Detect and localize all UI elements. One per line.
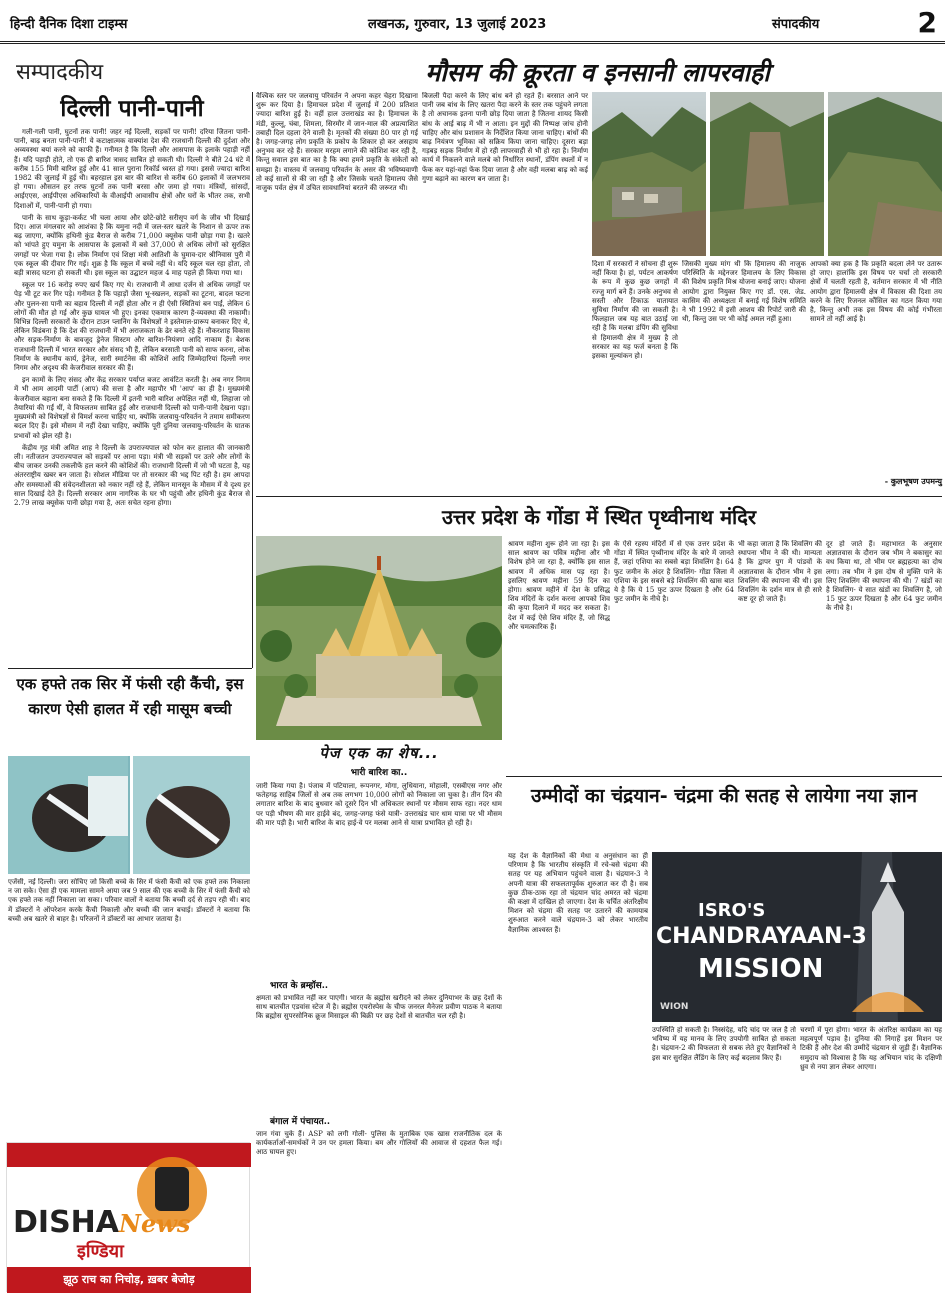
main-article-column-4: जिसकी मुख्य मांग थी कि हिमालय की नाजुक परिस्थिति के मद्देनजर हिमालय के लिए विकास की विशेष प्रकृति मिश्र योजना बनाई जाए। योजना आयोग द्वारा नियुक्त किए गए डॉ. एस. जेड. कासिम की अध्यक्षता में बनाई गई विशेष समिति ने भी 1992 में इसी आशय की रिपोर्ट जारी की थी, किन्तु उस पर भी कोई अमल नहीं हुआ। <box>682 260 806 324</box>
brand-name-disha: DISHA <box>13 1205 119 1240</box>
section-divider <box>506 776 942 777</box>
editorial-paragraph: केंद्रीय गृह मंत्री अमित शाह ने दिल्ली के उपराज्यपाल को फोन कर हालात की जानकारी ली। नतीजतन उपराज्यपाल को सड़कों पर आना पड़ा। मंत्री भी सड़कों पर उतरे और लोगों के बीच जाकर उनकी तकलीफें हल करने की कोशिशें की। राजधानी दिल्ली में जो भी घटता है, यह अंतरराष्ट्रीय खबर बन जाता है। सोशल मीडिया पर तो सरकार की भद्द पिट रही है। हम आपदा और समस्याओं की संवेदनशीलता को नकार नहीं रहे हैं, लेकिन मानसून के मौसम में ये दृश्य हर साल दिखाई देते हैं। दिल्ली सरकार आम नागरिक के घर भी पहुंची और हथिनी कुंड बैराज से 2.79 लाख क्यूसेक पानी छोड़ा गया है, अतः सचेत रहना होगा। <box>14 443 250 507</box>
temple-column-4: दूर हो जाते हैं। महाभारत के अनुसार अज्ञातवास के दौरान जब भीम ने बकासुर का वध किया था, तो भीम पर ब्रह्महत्या का दोष लगा। तब भीम ने इस दोष से मुक्ति पाने के लिए शिवलिंग की स्थापना की थी। 7 खंडों का है शिवलिंग- ये सात खंडों का शिवलिंग है, जो 15 फुट ऊपर दिखता है और 64 फुट जमीन के नीचे है। <box>826 540 942 613</box>
byline: - कुलभूषण उपमन्यु <box>884 476 942 486</box>
landslide-photo <box>828 92 942 256</box>
brand-advert <box>6 1142 250 1292</box>
brand-name-india: इण्डिया <box>77 1241 124 1262</box>
editorial-paragraph: स्कूल पर 16 करोड़ रुपए खर्च किए गए थे। राजधानी में आधा दर्जन से अधिक जगहों पर पेड़ भी टूट कर गिर पड़े। गनीमत है कि पहाड़ों जैसा भू-स्खलन, सड़कों का टूटना, बादल फटना और पुलन-सा पानी का बहाव दिल्ली में नहीं होता और न ही ऐसी स्थितियां बन पाईं, लेकिन 6 लोगों की मौत हो गई और कुछ घायल भी हुए। इनका एकमात्र कारण है-व्यवस्था की नाकामी। विभिन्न दिल्ली सरकारों के दौरान टाउन प्लानिंग के विशेषज्ञों ने इस्तेमाल-प्रारूप बनाकर दिए थे, लेकिन विडंबना है कि देश की राजधानी में भी अराजकता के ढेर बनते रहे हैं। नौकरशाह विकास और सड़क-निर्माण के बावजूद ड्रेनेज सिस्टम और बारिश-नियंत्रण आदि नाकाम हैं। बेशक राजधानी दिल्ली में भारत सरकार और संसद भी हैं, लेकिन बरसाती पानी को साफ करना, लोक निर्माण के स्थानीय कार्य, ड्रेनेज, सारी स्मार्टनेस की कोशिशें आदि जिम्मेदारियां दिल्ली नगर निगम और अदृश्य की केजरीवाल सरकार की हैं। <box>14 281 250 373</box>
editorial-body <box>14 128 250 662</box>
page-number: 2 <box>917 6 937 39</box>
temple-column-1: श्रावण महीना शुरू होने जा रहा है। इस साल श्रावण का पवित्र महीना और भी विशेष होने जा रहा है, क्योंकि इस साल श्रावण में अधिक मास पड़ रहा है। इसलिए श्रावण महीना 59 दिन का होगा। श्रावण महीने में देश के प्रसिद्ध शिव मंदिरों के दर्शन करना आपको शिव की कृपा दिलाने में मदद कर सकता है। देश में कई ऐसे शिव मंदिर हैं, जो सिद्ध और चमत्कारिक हैं। <box>508 540 610 631</box>
moon-column-2: उपस्थिति हो सकती है। निस्संदेह, यदि चांद पर जल है तो भविष्य में यह मानव के लिए उपयोगी साबित हो सकता है। चंद्रयान-2 की विफलता से सबक लेते हुए वैज्ञानिकों ने इस बार सुरक्षित लैंडिंग के लिए कई बदलाव किए हैं। <box>652 1026 796 1062</box>
continued-subheading: भारी बारिश का.. <box>350 768 408 778</box>
continued-subheading-brahmos: भारत के ब्रम्हॉस.. <box>270 981 328 991</box>
continued-subheading-bengal: बंगाल में पंचायत.. <box>270 1117 331 1127</box>
section-divider <box>8 668 252 669</box>
temple-headline: उत्तर प्रदेश के गोंडा में स्थित पृथ्वीनाथ मंदिर <box>441 505 757 529</box>
moon-column-1: यह देश के वैज्ञानिकों की मेधा व अनुसंधान का ही परिणाम है कि भारतीय संस्कृति में रचे-बसे चंद्रमा की सतह पर यह अभियान पहुंचने वाला है। चंद्रयान-3 ने अपनी यात्रा की सफलतापूर्वक शुरुआत कर दी है। सब कुछ ठीक-ठाक रहा तो चंद्रयान चांद अमरत को चंद्रमा की कक्षा में दाखिल हो जाएगा। देश के चर्चित अंतरिक्षीय मिशन को चंद्रमा की सतह पर उतारने की कामयाब शुरुआत करने वाले चंद्रयान-3 को लेकर भारतीय वैज्ञानिक आश्वस्त हैं। <box>508 852 648 934</box>
temple-column-3: भी कहा जाता है कि शिवलिंग की स्थापना भीम ने की थी। मान्यता है कि द्वापर युग में पांडवों के अज्ञातवास के दौरान भीम ने इस शिवलिंग की स्थापना की थी। इस शिवलिंग के दर्शन मात्र से ही सारे कष्ट दूर हो जाते हैं। <box>738 540 822 604</box>
main-article-column-3: दिशा में सरकारों ने सोचना ही शुरू नहीं किया है। हां, पर्यटन आकर्षण के रूप में कुछ कुछ जगहों में रज्जु मार्ग बने हैं। उनके अनुभव से सस्ती और टिकाऊ यातायात सुविधा निर्माण की जा सकती है। फिलहाल जब यह बात उठाई जा रही है कि मलबा डंपिंग की सुविधा से हिमालयी क्षेत्र में मुख्य है तो सरकार का यह फर्ज बनता है कि इसका मूल्यांकन हो। <box>592 260 678 361</box>
brand-top-band <box>7 1143 251 1167</box>
section-label: संपादकीय <box>772 17 820 32</box>
moon-headline: उम्मीदों का चंद्रयान- चंद्रमा की सतह से लायेगा नया ज्ञान <box>530 785 918 807</box>
paper-name: हिन्दी दैनिक दिशा टाइम्स <box>10 17 128 32</box>
editorial-paragraph: पानी के साथ कूड़ा-कर्कट भी चला आया और छोटे-छोटे सरीसृप वर्ग के जीव भी दिखाई दिए। आज मंगलवार को आशंका है कि यमुना नदी में जल-स्तर खतरे के निशान से ऊपर तक बढ़ जाएगा, क्योंकि हथिनी कुंड बैराज से करीब 71,000 क्यूसेक पानी छोड़ा गया है। खतरे को भांपते हुए यमुना के आसपास के इलाकों में बसे 37,000 से अधिक लोगों को सुरक्षित जगहों पर भेजा गया है। लोक निर्माण एवं शिक्षा मंत्री आतिशी के घुमाव-दार श्रीनिवास पुरी में एक स्कूल की दीवार गिर गई। शुक्र है कि स्कूल में बच्चे नहीं थे। यदि स्कूल चल रहा होता, तो बड़ी त्रासद घटना हो सकती थी। इस स्कूल का उद्घाटन महज 4 माह पहले ही किया गया था। <box>14 213 250 278</box>
editorial-headline: दिल्ली पानी-पानी <box>60 96 204 122</box>
brand-name-news: News <box>119 1209 191 1238</box>
chandrayaan-poster <box>652 852 942 1022</box>
moon-column-3: चरणों में पूरा होगा। भारत के अंतरिक्ष कार्यक्रम का यह महत्वपूर्ण पड़ाव है। दुनिया की निगाहें इस मिशन पर टिकी हैं और देश की उम्मीदें चंद्रयान से जुड़ी हैं। वैज्ञानिक समुदाय को विश्वास है कि यह अभियान चांद के दक्षिणी ध्रुव से नया ज्ञान लेकर आएगा। <box>800 1026 942 1071</box>
page-one-continued-heading: पेज एक का शेष... <box>319 744 439 762</box>
main-article-column-1: वैश्विक स्तर पर जलवायु परिवर्तन ने अपना कहर चेहरा दिखाना शुरू कर दिया है। हिमाचल प्रदेश में जुलाई में 200 प्रतिशत ज्यादा बारिश हुई है। वहीं हाल उत्तराखंड का है। हिमाचल के मंडी, कुल्लू, चंबा, शिमला, सिरमौर में जान-माल की अप्रत्याशित तबाही दिल दहला देने वाली है। मृतकों की संख्या 80 पार हो गई है। जगह-जगह लोग प्रकृति के प्रकोप के शिकार हो कर असहाय अनुभव कर रहे हैं। सरकार मरहम लगाने की कोशिश कर रही है, किन्तु सवाल इस बात का है कि क्या हमने प्रकृति के संकेतों को समझा है। वास्तव में जलवायु परिवर्तन के असर की भविष्यवाणी तो कई सालों से की जा रही है और जिसके चलते हिमालय जैसे नाजुक पर्वत क्षेत्र में उचित सावधानियां बरतने की जरूरत थी। <box>256 92 418 193</box>
brand-tagline: झूठ राच का निचोड़, ख़बर बेजोड़ <box>7 1267 251 1293</box>
microphone-icon <box>155 1167 189 1211</box>
temple-photo <box>256 536 502 740</box>
landslide-photo <box>592 92 706 256</box>
section-divider <box>256 496 942 497</box>
continued-body-brahmos: क्षमता को प्रभावित नहीं कर पाएगी। भारत के ब्रह्मोस खरीदने को लेकर दुनियाभर के छह देशों के साथ बातचीत एडवांस स्टेज में है। ब्रह्मोस एयरोस्पेस के चीफ जनरल मैनेजर प्रवीण पाठक ने बताया कि ब्रह्मोस सुपरसोनिक क्रूज मिसाइल की बिक्री पर छह देशों से बातचीत चल रही है। <box>256 994 502 1021</box>
child-story-body: एजेंसी, नई दिल्ली। जरा सोचिए जो किसी बच्चे के सिर में फंसी कैंची को एक हफ्ते तक निकाला न जा सके। ऐसा ही एक मामला सामने आया जब 9 साल की एक बच्ची के सिर में फंसी कैंची को एक हफ्ते तक नहीं निकाला जा सका। परिवार वालों ने बताया कि बच्ची दर्द से तड़प रही थी। बाद में डॉक्टरों ने ऑपरेशन करके कैंची निकाली और बच्ची की जान बचाई। डॉक्टरों ने बताया कि बच्ची अब खतरे से बाहर है। परिजनों ने डॉक्टरों का आभार जताया है। <box>8 878 250 923</box>
poster-badge: WION <box>660 1002 689 1012</box>
main-headline: मौसम की क्रूरता व इनसानी लापरवाही <box>425 58 770 87</box>
dateline: लखनऊ, गुरुवार, 13 जुलाई 2023 <box>368 17 547 32</box>
poster-title-line2: CHANDRAYAAN-3 <box>656 924 867 949</box>
poster-title-line1: ISRO'S <box>698 900 766 921</box>
masthead <box>0 0 945 44</box>
editorial-paragraph: इन कामों के लिए संसद और केंद्र सरकार पर्याप्त बजट आवंटित करती है। अब नगर निगम में भी आम आदमी पार्टी (आप) की सत्ता है और महापौर भी 'आप' का ही है। मुख्यमंत्री केजरीवाल बहाना बना सकते हैं कि दिल्ली में इतनी भारी बारिश अपेक्षित नहीं थी, लिहाजा जो तैयारियां की गईं थीं, वे विफलतम साबित हुईं और राजधानी दिल्ली को पानी-पानी देखना पड़ा। मुख्यमंत्री को विशेषज्ञों से विमर्श करना चाहिए था, क्योंकि जलवायु-परिवर्तन ने तमाम समीकरण बदल दिए हैं। इसे मौसम में नहीं देखा चाहिए, क्योंकि पूरी दुनिया जलवायु-परिवर्तन के घातक प्रभावों को झेल रही है। <box>14 376 250 440</box>
child-story-headline: एक हफ्ते तक सिर में फंसी रही कैंची, इस कारण ऐसी हालत में रही मासूम बच्ची <box>16 675 244 718</box>
temple-column-2: के ऐसे रहस्य मंदिरों में से एक उत्तर प्रदेश के गोंडा में स्थित पृथ्वीनाथ मंदिर के बारे में जानते हैं, जहां एशिया का सबसे बड़ा शिवलिंग है। 64 फुट जमीन के अंदर है शिवलिंग- गोंडा जिला में एशिया के इस सबसे बड़े शिवलिंग की खास बात ये है कि ये 15 फुट ऊपर दिखता है और 64 फुट जमीन के नीचे है। <box>614 540 734 604</box>
continued-body-bengal: जान गंवा चुके हैं। ASP को लगी गोली- पुलिस के मुताबिक एक खास राजनीतिक दल के कार्यकर्ताओं-समर्थकों ने उन पर हमला किया। बम और गोलियों की आवाज से दहशत फैल गई। आठ घायल हुए। <box>256 1130 502 1157</box>
poster-title-line3: MISSION <box>698 954 824 984</box>
main-article-column-2: बिजली पैदा करने के लिए बांध बने हो रहते हैं। बरसात आने पर पानी जब बांध के लिए खतरा पैदा करने के स्तर तक पहुंचने लगता है तो अचानक इतना पानी छोड़ दिया जाता है जितना शायद किसी बांध के आई बाढ़ में भी न आता। इन मुद्दों की निष्पक्ष जांच होनी चाहिए और बांध प्रशासन के निर्देशित किया जाना चाहिए। बांधों की बाढ़ नियंत्रण भूमिका को सक्रिय किया जाना चाहिए। दूसरा बड़ा गड़बड़ सड़क निर्माण में हो रही लापरवाही से भी हो रहा है। निर्माण कार्य में निकलने वाले मलबे को निर्धारित स्थानों, डंपिंग स्थलों में न फेंक कर यहां-वहां फेंक दिया जाता है और वही मलबा बाढ़ को कई गुणा बढ़ाने का कारण बन जाता है। <box>422 92 588 183</box>
child-story-photo <box>8 756 250 874</box>
landslide-photo-strip <box>592 92 942 256</box>
main-article-column-5: आपको क्या हक है कि प्रकृति बदला लेने पर उतारू हो जाए। हालांकि इस विषय पर चर्चा तो सरकारी क्षेत्रों में चलती रहती है, वर्तमान सरकार में भी नीति आयोग द्वारा हिमालयी क्षेत्र में विकास की दिशा तय करने के लिए रिजनल कौंसिल का गठन किया गया है, किन्तु अभी तक इस विषय की कोई गंभीरता सामने तो नहीं आई है। <box>810 260 942 324</box>
editorial-section-title: सम्पादकीय <box>16 60 104 85</box>
landslide-photo <box>710 92 824 256</box>
column-divider <box>252 92 253 668</box>
continued-body: जारी किया गया है। पंजाब में पटियाला, रूपनगर, मोगा, लुधियाना, मोहाली, एसबीएस नगर और फतेहगढ़ साहिब जिलों से अब तक लगभग 10,000 लोगों को निकाला जा चुका है। तीन दिन की लगातार बारिश के बाद बुधवार को दूसरे दिन भी अधिकतर स्थानों पर मौसम साफ रहा। नदर धाम पर पड़ी भीषण की मार हाईवे बंद, जगह-जगह फंसे यात्री- उत्तराखंड चार धाम यात्रा पर भी मौसम की मार पड़ी है। भारी बारिश के बाद हाई-वे पर मलबा आने से यात्रा प्रभावित हो रही है। <box>256 782 502 827</box>
editorial-paragraph: गली-गली पानी, घुटनों तक पानी! जहर नई दिल्ली, सड़कों पर पानी! दरिया जितना पानी-पानी, बाढ़ बनता पानी-पानी! ये कटाक्षात्मक वाक्यांश देश की राजधानी दिल्ली की दुर्दशा और अव्यवस्था बयां करने को काफी हैं। गनीमत है कि दिल्ली और आसपास के इलाके पहाड़ी नहीं हैं। यदि पहाड़ी होते, तो एक ही बारिश त्रासद साबित हो सकती थी। दिल्ली ने बीते 24 घंटे में करीब 155 मिमी बारिश हुई और 41 साल पुराना रिकॉर्ड ध्वस्त हो गया। इससे ज्यादा बारिश 1982 की जुलाई में हुई थी। बहरहाल इस बार की बारिश से करीब 60 इलाकों में जलभराव हो गया। औसतन हर तरफ घुटनों तक पानी बरसा और जमा हो गया। मंत्रियों, सांसदों, आईएएस, आईपीएस अधिकारियों के वीआईपी आवासीय क्षेत्रों और घरों के भीतर तक, सभी दिशाओं में, पानी-पानी हो गया। <box>14 128 250 210</box>
